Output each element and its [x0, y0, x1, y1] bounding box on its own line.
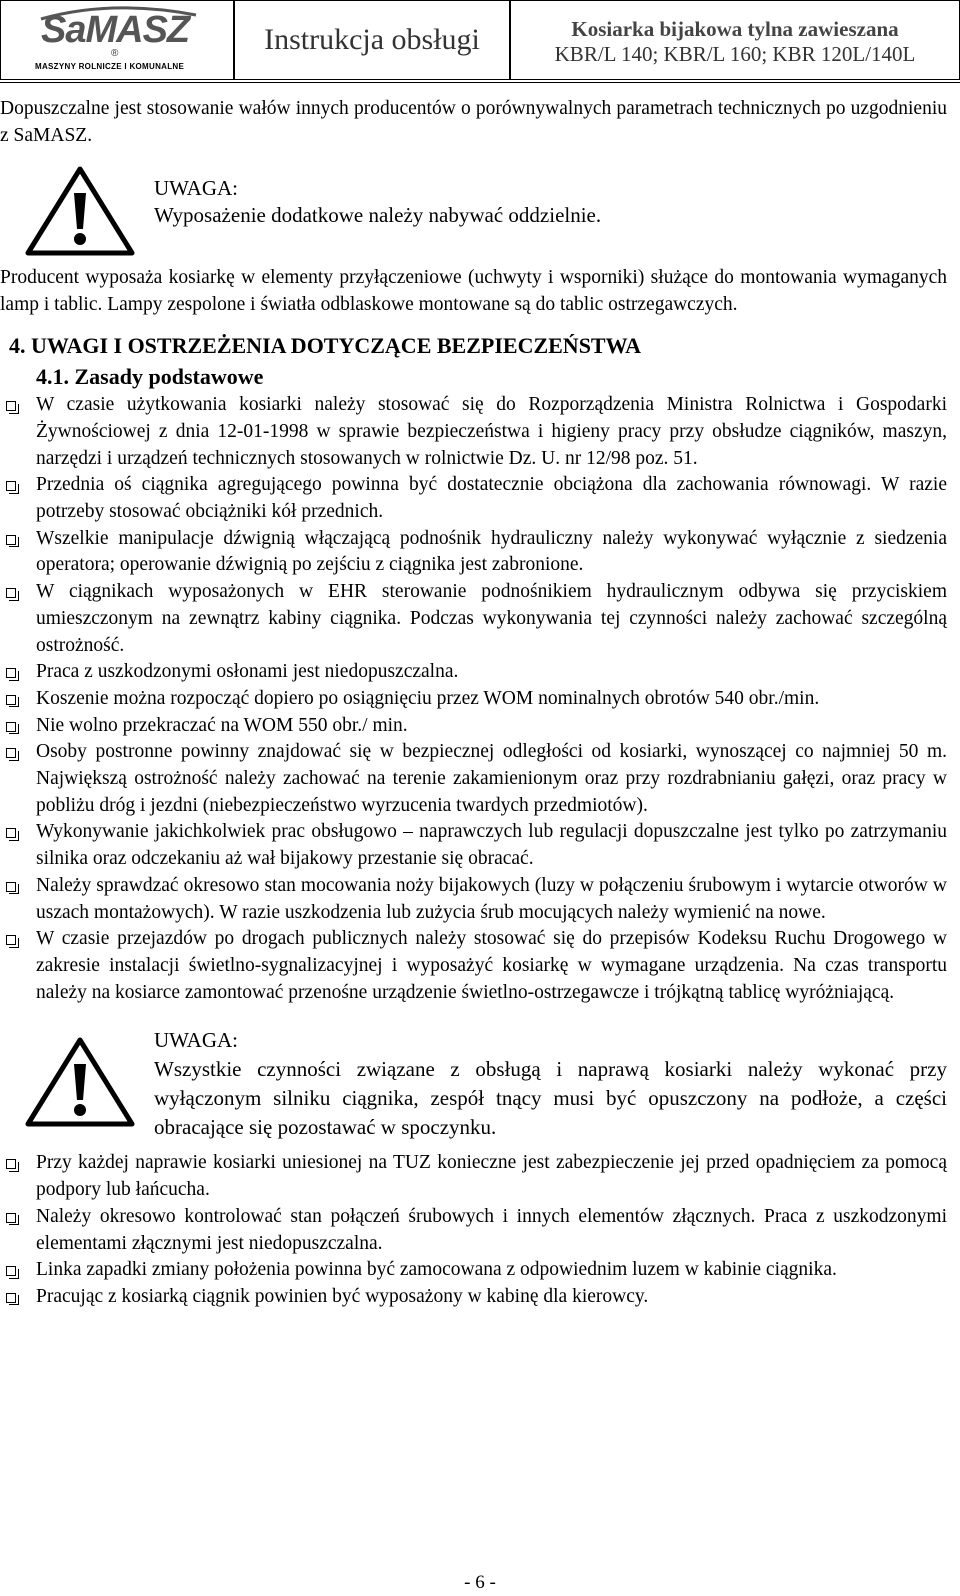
list-item-text: Wykonywanie jakichkolwiek prac obsługowo – naprawczych lub regulacji dopuszczalne jest tylko po zatrzymaniu silnika oraz odczekaniu aż wał bijakowy przestanie się obracać.: [36, 821, 947, 870]
header-rule: [0, 82, 960, 83]
subsection-heading: 4.1. Zasady podstawowe: [36, 363, 264, 389]
checkbox-bullet-icon: [6, 828, 16, 838]
list-item: [0, 1284, 947, 1311]
list-item: [0, 1150, 947, 1203]
header-doc-title-cell: [234, 0, 510, 80]
list-item: [0, 1257, 947, 1284]
list-item: [0, 739, 947, 819]
page-number: - 6 -: [464, 1572, 496, 1593]
checkbox-bullet-icon: [6, 722, 16, 732]
list-item-text: Praca z uszkodzonymi osłonami jest niedopuszczalna.: [36, 661, 459, 683]
list-item-text: Przy każdej naprawie kosiarki uniesionej na TUZ konieczne jest zabezpieczenie jej przed opadnięciem za pomocą podpory lub łańcucha.: [36, 1152, 947, 1201]
list-item-text: Linka zapadki zmiany położenia powinna być zamocowana z odpowiednim luzem w kabinie ciągnika.: [36, 1259, 837, 1281]
page-header: [0, 0, 960, 83]
checkbox-bullet-icon: [6, 935, 16, 945]
list-item: [0, 686, 947, 713]
list-item: [0, 472, 947, 525]
list-item-text: Koszenie można rozpocząć dopiero po osiągnięciu przez WOM nominalnych obrotów 540 obr./min.: [36, 687, 820, 709]
warning-body-1: Wyposażenie dodatkowe należy nabywać oddzielnie.: [154, 203, 602, 228]
product-models: KBR/L 140; KBR/L 160; KBR 120L/140L: [554, 42, 916, 66]
list-item-text: W czasie przejazdów po drogach publicznych należy stosować się do przepisów Kodeksu Ruchu Drogowego w zakresie instalacji świetlno-sygnalizacyjnej i wyposażyć kosiarkę w wymagane urządzenia. Na czas transportu należy na kosiarce zamontować przenośne urządzenie świetlno-ostrzegawcze i trójkątną tablicę wyróżniającą.: [36, 928, 947, 1003]
equipment-paragraph: Producent wyposaża kosiarkę w elementy przyłączeniowe (uchwyty i wsporniki) służące do montowania wymaganych lamp i tablic. Lampy zespolone i światła odblaskowe montowane są do tablic ostrzegawczych.: [0, 267, 947, 316]
product-name: Kosiarka bijakowa tylna zawieszana: [571, 17, 899, 41]
list-item: [0, 713, 947, 740]
logo-subtitle: MASZYNY ROLNICZE I KOMUNALNE: [35, 62, 185, 71]
warning-block-2: [0, 1016, 947, 1138]
list-item-text: Wszelkie manipulacje dźwignią włączającą podnośnik hydrauliczny należy wykonywać wyłącznie z siedzenia operatora; operowanie dźwignią po zejściu z ciągnika jest zabronione.: [36, 527, 947, 576]
warning-title-1: UWAGA:: [154, 176, 238, 201]
list-item-text: Osoby postronne powinny znajdować się w bezpiecznej odległości od kosiarki, wynoszącej co najmniej 50 m. Największą ostrożność należy zachować na terenie zakamienionym oraz przy rozdrabnianiu gałęzi, oraz pracy w pobliżu dróg i jezdni (niebezpieczeństwo wyrzucenia twardych przedmiotów).: [36, 741, 947, 816]
doc-title: Instrukcja obsługi: [264, 23, 480, 56]
checkbox-bullet-icon: [6, 1159, 16, 1169]
list-item-text: W ciągnikach wyposażonych w EHR sterowanie podnośnikiem hydraulicznym odbywa się przyciskiem umieszczonym na zewnątrz kabiny ciągnika. Podczas wykonywania tej czynności należy zachować szczególną ostrożność.: [36, 581, 947, 656]
checkbox-bullet-icon: [6, 748, 16, 758]
warning-title-2: UWAGA:: [154, 1028, 238, 1053]
logo-registered: ®: [111, 48, 119, 59]
warning-text-1: [154, 165, 947, 228]
warning-triangle-icon: [24, 165, 136, 257]
list-item: [0, 526, 947, 579]
logo-wordmark: SaMASZ: [41, 9, 190, 51]
checkbox-bullet-icon: [6, 882, 16, 892]
list-item-text: W czasie użytkowania kosiarki należy stosować się do Rozporządzenia Ministra Rolnictwa i Gospodarki Żywnościowej z dnia 12-01-1998 w sprawie bezpieczeństwa i higieny pracy przy obsłudze ciągników, maszyn, narzędzi i urządzeń technicznych stosowanych w rolnictwie Dz. U. nr 12/98 poz. 51.: [36, 394, 947, 469]
intro-paragraph: Dopuszczalne jest stosowanie wałów innych producentów o porównywalnych parametrach technicznych po uzgodnieniu z SaMASZ.: [0, 98, 947, 146]
samasz-logo: [0, 0, 234, 80]
list-item: [0, 1204, 947, 1257]
checkbox-bullet-icon: [6, 695, 16, 705]
list-item: [0, 819, 947, 872]
safety-list-1: [0, 392, 947, 1006]
list-item: [0, 579, 947, 659]
list-item-text: Należy okresowo kontrolować stan połączeń śrubowych i innych elementów złącznych. Praca z uszkodzonymi elementami złącznymi jest niedopuszczalna.: [36, 1205, 947, 1254]
section-heading: 4. UWAGI I OSTRZEŻENIA DOTYCZĄCE BEZPIECZEŃSTWA: [9, 332, 642, 358]
list-item-text: Należy sprawdzać okresowo stan mocowania noży bijakowych (luzy w połączeniu śrubowym i wytarcie otworów w uszach montażowych). W razie uszkodzenia lub zużycia śrub mocujących należy wymienić na nowe.: [36, 874, 947, 923]
warning-body-2: Wszystkie czynności związane z obsługą i naprawą kosiarki należy wykonać przy wyłączonym silniku ciągnika, zespół tnący musi być opuszczony na podłoże, a części obracające się pozostawać w spoczynku.: [154, 1057, 947, 1140]
list-item: [0, 392, 947, 472]
warning-text-2: [154, 1016, 947, 1142]
safety-list-2: [0, 1150, 947, 1310]
warning-block-1: [0, 165, 947, 251]
checkbox-bullet-icon: [6, 481, 16, 491]
list-item-text: Nie wolno przekraczać na WOM 550 obr./ min.: [36, 714, 408, 736]
page-content: [0, 96, 947, 1311]
list-item-text: Przednia oś ciągnika agregującego powinna być dostatecznie obciążona dla zachowania równowagi. W razie potrzeby stosować obciążniki kół przednich.: [36, 474, 947, 523]
checkbox-bullet-icon: [6, 588, 16, 598]
header-product-cell: [510, 0, 960, 80]
list-item-text: Pracując z kosiarką ciągnik powinien być wyposażony w kabinę dla kierowcy.: [36, 1285, 649, 1307]
list-item: [0, 659, 947, 686]
list-item: [0, 873, 947, 926]
checkbox-bullet-icon: [6, 1213, 16, 1223]
checkbox-bullet-icon: [6, 1293, 16, 1303]
checkbox-bullet-icon: [6, 1266, 16, 1276]
warning-triangle-icon: [24, 1036, 136, 1128]
checkbox-bullet-icon: [6, 535, 16, 545]
list-item: [0, 926, 947, 1006]
checkbox-bullet-icon: [6, 401, 16, 411]
checkbox-bullet-icon: [6, 668, 16, 678]
